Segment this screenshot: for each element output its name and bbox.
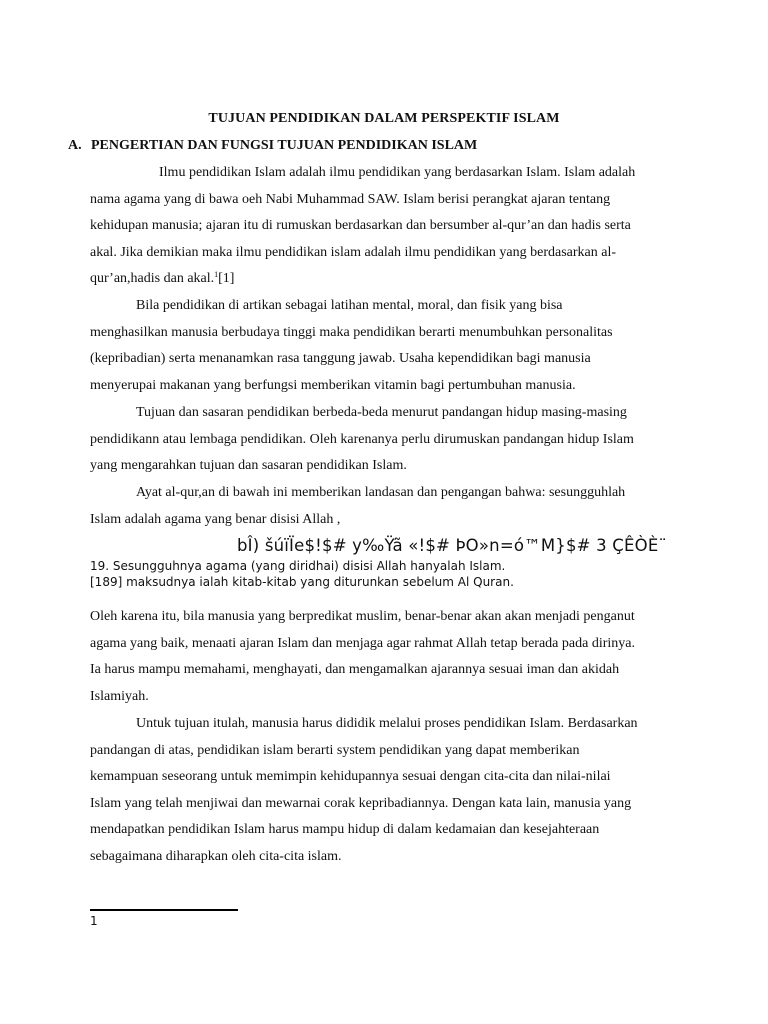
paragraph-line: qur’an,hadis dan akal.	[90, 271, 215, 287]
paragraph-line: sebagaimana diharapkan oleh cita-cita islam.	[90, 848, 342, 864]
paragraph-line: Untuk tujuan itulah, manusia harus dididik melalui proses pendidikan Islam. Berdasarkan	[136, 716, 638, 731]
paragraph-line: Islam yang telah menjiwai dan mewarnai corak kepribadiannya. Dengan kata lain, manusia yang	[90, 795, 632, 811]
arabic-verse: bÎ) šúïÏe$!$# y‰Ÿã «!$# ÞO»n=ó™M}$# 3 ÇÊÒÈ¨	[237, 536, 667, 555]
paragraph-2	[90, 293, 680, 399]
footnote-number: 1	[90, 914, 98, 928]
paragraph-line: (kepribadian) serta menanamkan rasa tanggung jawab. Usaha kependidikan bagi manusia	[90, 351, 591, 367]
paragraph-line: Islamiyah.	[90, 688, 149, 704]
paragraph-line: Ilmu pendidikan Islam adalah ilmu pendidikan yang berdasarkan Islam. Islam adalah	[159, 165, 636, 180]
paragraph-line: menghasilkan manusia berbudaya tinggi maka pendidikan berarti menumbuhkan personalitas	[90, 324, 613, 340]
paragraph-4	[90, 480, 680, 533]
paragraph-5	[90, 604, 680, 710]
paragraph-line: Tujuan dan sasaran pendidikan berbeda-beda menurut pandangan hidup masing-masing	[136, 405, 627, 420]
paragraph-line: kemampuan seseorang untuk memimpin kehidupannya sesuai dengan cita-cita dan nilai-nilai	[90, 769, 611, 785]
paragraph-line: mendapatkan pendidikan Islam harus mampu hidup di dalam kedamaian dan kesejahteraan	[90, 822, 600, 838]
paragraph-line: Ayat al-qur,an di bawah ini memberikan landasan dan pengangan bahwa: sesungguhlah	[136, 485, 626, 500]
paragraph-line: agama yang baik, menaati ajaran Islam dan menjaga agar rahmat Allah tetap berada pada dirinya.	[90, 635, 635, 651]
paragraph-line: Oleh karena itu, bila manusia yang berpredikat muslim, benar-benar akan akan menjadi penganut	[90, 609, 635, 624]
paragraph-line: pendidikann atau lembaga pendidikan. Oleh karenanya perlu dirumuskan pandangan hidup Islam	[90, 431, 634, 447]
document-title: TUJUAN PENDIDIKAN DALAM PERSPEKTIF ISLAM	[208, 111, 560, 126]
section-number: A.	[68, 138, 82, 153]
paragraph-6	[90, 711, 680, 871]
paragraph-line-last	[90, 266, 680, 293]
paragraph-line: akal. Jika demikian maka ilmu pendidikan islam adalah ilmu pendidikan yang berdasarkan al-	[90, 244, 617, 260]
paragraph-line: kehidupan manusia; ajaran itu di rumuskan berdasarkan dan bersumber al-qur’an dan hadis serta	[90, 218, 631, 234]
paragraph-line: Islam adalah agama yang benar disisi Allah ,	[90, 511, 341, 527]
paragraph-3	[90, 400, 680, 480]
footnote-separator	[90, 909, 238, 911]
paragraph-line: menyerupai makanan yang berfungsi memberikan vitamin bagi pertumbuhan manusia.	[90, 377, 576, 393]
section-heading	[68, 138, 477, 154]
paragraph-line: pandangan di atas, pendidikan islam berarti system pendidikan yang dapat memberikan	[90, 742, 580, 758]
paragraph-line: Ia harus mampu memahami, menghayati, dan mengamalkan ajarannya sesuai iman dan akidah	[90, 662, 620, 678]
endnote-reference[interactable]: [1]	[218, 271, 235, 287]
paragraph-line: nama agama yang di bawa oeh Nabi Muhammad SAW. Islam berisi perangkat ajaran tentang	[90, 191, 611, 207]
section-heading-text: PENGERTIAN DAN FUNGSI TUJUAN PENDIDIKAN ISLAM	[91, 138, 478, 153]
verse-translation: 19. Sesungguhnya agama (yang diridhai) disisi Allah hanyalah Islam.	[90, 559, 506, 573]
paragraph-line: Bila pendidikan di artikan sebagai latihan mental, moral, dan fisik yang bisa	[136, 298, 563, 313]
paragraph-1	[90, 160, 680, 293]
footnote-reference[interactable]: 1	[214, 270, 219, 280]
verse-note: [189] maksudnya ialah kitab-kitab yang diturunkan sebelum Al Quran.	[90, 575, 514, 589]
paragraph-line: yang mengarahkan tujuan dan sasaran pendidikan Islam.	[90, 458, 407, 474]
